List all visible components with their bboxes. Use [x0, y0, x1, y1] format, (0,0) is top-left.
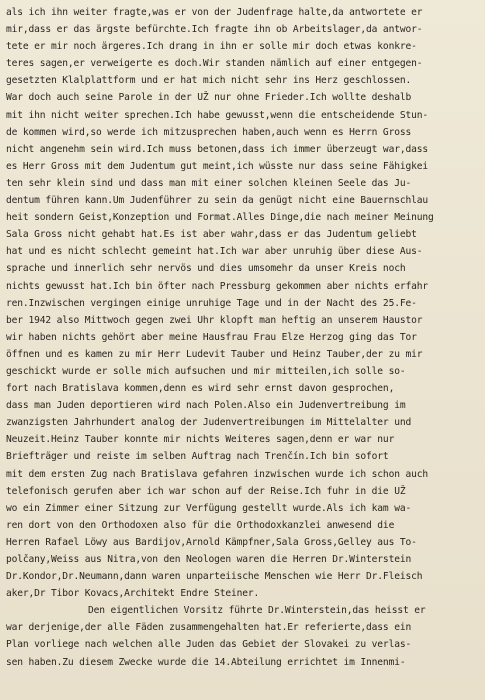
text-line: mir,dass er das ärgste befürchte.Ich fragte ihn ob Arbeitslager,da antwor-: [6, 24, 423, 36]
text-line: ren dort von den Orthodoxen also für die Orthodoxkanzlei anwesend die: [6, 519, 395, 531]
text-line-paragraph-start: Den eigentlichen Vorsitz führte Dr.Winterstein,das heisst er: [88, 605, 426, 617]
text-line: als ich ihn weiter fragte,was er von der Judenfrage halte,da antwortete er: [6, 7, 423, 18]
text-line: wir haben nichts gehört aber meine Hausfrau Frau Elze Herzog ging das Tor: [6, 331, 417, 343]
text-line: wo ein Zimmer einer Sitzung zur Verfügung gestellt wurde.Als ich kam wa-: [6, 502, 412, 514]
text-line: mit ihn nicht weiter sprechen.Ich habe gewusst,wenn die entscheidende Stun-: [6, 109, 428, 121]
text-line: hat und es nicht schlecht gemeint hat.Ich war aber unruhig über diese Aus-: [6, 246, 423, 258]
text-line: tete er mir noch ärgeres.Ich drang in ihn er solle mir doch etwas konkre-: [6, 41, 417, 53]
text-line: Neuzeit.Heinz Tauber konnte mir nichts Weiteres sagen,denn er war nur: [6, 434, 395, 446]
text-line: War doch auch seine Parole in der UŽ nur ohne Frieder.Ich wollte deshalb: [6, 92, 412, 104]
text-line: öffnen und es kamen zu mir Herr Ludevit Tauber und Heinz Tauber,der zu mir: [6, 348, 423, 360]
text-line: ten sehr klein sind und dass man mit einer solchen kleinen Seele das Ju-: [6, 177, 412, 189]
text-line: de kommen wird,so werde ich mitzusprechen haben,auch wenn es Herrn Gross: [6, 126, 412, 138]
text-line: Briefträger und reiste im selben Auftrag nach Trenčín.Ich bin sofort: [6, 451, 389, 463]
text-line: heit sondern Geist,Konzeption und Format.Alles Dinge,die nach meiner Meinung: [6, 212, 434, 224]
text-line: ren.Inzwischen vergingen einige unruhige Tage und in der Nacht des 25.Fe-: [6, 297, 417, 309]
text-line: nichts gewusst hat.Ich bin öfter nach Pressburg gekommen aber nichts erfahr: [6, 280, 428, 292]
text-line: ber 1942 also Mittwoch gegen zwei Uhr klopft man heftig an unserem Haustor: [6, 314, 423, 326]
text-line: mit dem ersten Zug nach Bratislava gefahren inzwischen wurde ich schon auch: [6, 468, 428, 480]
text-line: Dr.Kondor,Dr.Neumann,dann waren unparteiische Menschen wie Herr Dr.Fleisch: [6, 571, 423, 583]
text-line: geschickt wurde er solle mich aufsuchen und mir mitteilen,ich solle so-: [6, 365, 406, 377]
text-line: zwanzigsten Jahrhundert analog der Judenvertreibungen im Mittelalter und: [6, 417, 412, 429]
text-line: dentum führen kann.Um Judenführer zu sein da genügt nicht eine Bauernschlau: [6, 195, 428, 207]
text-line: gesetzten Klalplattform und er hat mich nicht sehr ins Herz geschlossen.: [6, 75, 412, 87]
text-line: Herren Rafael Löwy aus Bardijov,Arnold Kämpfner,Sala Gross,Gelley aus To-: [6, 536, 417, 548]
text-line: polčany,Weiss aus Nitra,von den Neologen waren die Herren Dr.Winterstein: [6, 554, 412, 565]
text-line: dass man Juden deportieren wird nach Polen.Also ein Judenvertreibung im: [6, 400, 406, 412]
text-line: sen haben.Zu diesem Zwecke wurde die 14.Abteilung errichtet im Innenmi-: [6, 656, 406, 668]
text-line: war derjenige,der alle Fäden zusammengehalten hat.Er referierte,dass ein: [6, 622, 412, 634]
text-line: telefonisch gerufen aber ich war schon auf der Reise.Ich fuhr in die UŽ: [6, 485, 406, 497]
text-line: Sala Gross nicht gehabt hat.Es ist aber wahr,dass er das Judentum geliebt: [6, 229, 417, 241]
text-line: teres sagen,er verweigerte es doch.Wir standen nämlich auf einer entgegen-: [6, 58, 423, 70]
text-line: es Herr Gross mit dem Judentum gut meint,ich wüsste nur dass seine Fähigkei: [6, 160, 428, 172]
text-line: nicht angenehm sein wird.Ich muss betonen,dass ich immer überzeugt war,dass: [6, 143, 428, 155]
text-line: aker,Dr Tibor Kovacs,Architekt Endre Steiner.: [6, 588, 260, 600]
text-line: Plan vorliege nach welchen alle Juden das Gebiet der Slovakei zu verlas-: [6, 639, 412, 651]
text-line: sprache und innerlich sehr nervös und dies umsomehr da unser Kreis noch: [6, 263, 406, 275]
text-line: fort nach Bratislava kommen,denn es wird sehr ernst davon gesprochen,: [6, 383, 395, 395]
